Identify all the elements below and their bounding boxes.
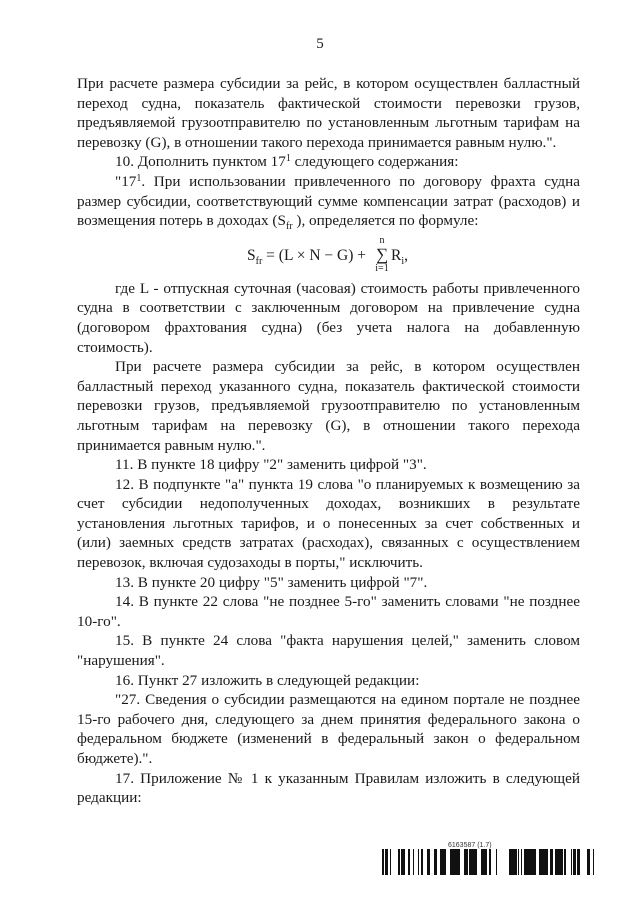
text-run: 10. Дополнить пунктом 17 [115, 153, 286, 171]
subscript: fr [285, 221, 293, 233]
subsidy-formula [77, 233, 580, 275]
paragraph-item-27: "27. Сведения о субсидии размещаются на едином портале не позднее 15-го рабочего дня, следующего за днем принятия федерального закона о федеральном бюджете (изменений в федеральный закон о федеральном бюджете).". [77, 691, 580, 767]
paragraph-item-12: 12. В подпункте "а" пункта 19 слова "о планируемых к возмещению за счет субсидии недополученных доходах, возникших в результате установления льготных тарифов, и о понесенных за счет собственных и (или) заемных средств затратах (расходах), связанных с осуществлением перевозок, включая судозаходы в порты," исключить. [77, 475, 580, 572]
barcode-icon [382, 849, 594, 875]
paragraph-item-16: 16. Пункт 27 изложить в следующей редакции: [115, 671, 420, 689]
formula-left [247, 246, 366, 266]
paragraph-item-13: 13. В пункте 20 цифру "5" заменить цифрой "7". [115, 573, 428, 591]
sum-lower-limit: i=1 [375, 262, 389, 274]
formula-body: = (L × N − G) + [262, 246, 366, 264]
text-run: . При использовании привлеченного по договору фрахта судна размер субсидии, соответствующий сумме компенсации затрат (расходов) и возмещения потерь в доходах (S [77, 172, 580, 230]
formula-lhs-sub: fr [255, 255, 263, 267]
paragraph-item-17: 17. Приложение № 1 к указанным Правилам изложить в следующей редакции: [77, 769, 580, 807]
paragraph-ballast-1: При расчете размера субсидии за рейс, в котором осуществлен балластный переход судна, показатель фактической стоимости перевозки грузов, предъявляемой грузоотправителю по установленным льготным тарифам на перевозку (G), в отношении такого перехода принимается равным нулю.". [77, 75, 580, 151]
paragraph-item-17-1 [77, 172, 580, 231]
sum-upper-limit: n [379, 234, 385, 246]
barcode-label: 6163587 (1.7) [448, 842, 492, 849]
superscript: 1 [285, 153, 291, 165]
paragraph-item-10 [77, 152, 580, 172]
paragraph-item-14: 14. В пункте 22 слова "не позднее 5-го" заменить словами "не позднее 10-го". [77, 593, 580, 630]
formula-lhs: S [247, 246, 256, 264]
paragraph-definition-l: где L - отпускная суточная (часовая) стоимость работы привлеченного судна в соответствии с заключенным договором на привлечение судна (договором фрахтования судна) (без учета налога на добавленную стоимость). [77, 279, 580, 356]
page-number: 5 [316, 36, 324, 52]
sum-operator [375, 235, 389, 275]
text-run: ), определяется по формуле: [292, 212, 479, 230]
superscript: 1 [136, 172, 142, 184]
formula-term: R [391, 246, 402, 264]
paragraph-item-11: 11. В пункте 18 цифру "2" заменить цифрой "3". [115, 456, 427, 474]
formula-end: , [404, 246, 408, 264]
paragraph-ballast-2: При расчете размера субсидии за рейс, в котором осуществлен балластный переход указанного судна, показатель фактической стоимости перевозки грузов, предъявляемой грузоотправителю по установленным льготным тарифам на перевозку (G), в отношении такого перехода принимается равным нулю.". [77, 358, 580, 454]
formula-term-sub: i [401, 255, 405, 267]
paragraph-item-15: 15. В пункте 24 слова "факта нарушения целей," заменить словом "нарушения". [77, 632, 580, 670]
formula-right [391, 246, 408, 266]
sum-symbol: ∑ [375, 244, 389, 264]
text-run: "17 [115, 172, 137, 190]
document-body [77, 74, 580, 808]
text-run: следующего содержания: [290, 153, 459, 171]
